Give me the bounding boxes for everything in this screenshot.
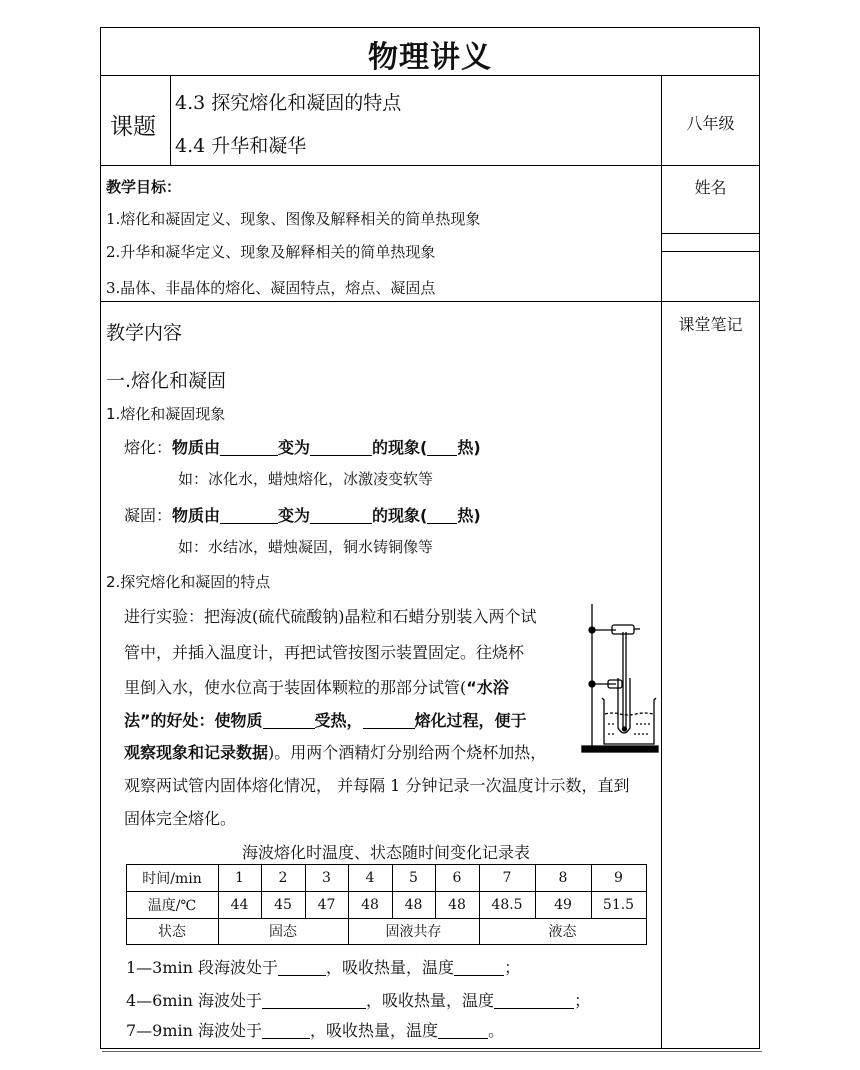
- table-caption: 海波熔化时温度、状态随时间变化记录表: [241, 843, 530, 862]
- question-text: 1—3min 段海波处于: [126, 958, 279, 977]
- experiment-text: 观察现象和记录数据: [124, 743, 269, 762]
- frame-left: [100, 27, 101, 1049]
- freeze-example: 如：水结冰，蜡烛凝固，铜水铸铜像等: [178, 538, 434, 556]
- apparatus-illustration: [578, 602, 660, 756]
- table-cell-time: 8: [558, 869, 568, 886]
- table-row-label-temp: 温度/℃: [147, 897, 197, 914]
- question-text: 4—6min 海波处于: [126, 991, 263, 1010]
- table-cell-time: 5: [409, 869, 418, 886]
- table-cell-state-mixed: 固液共存: [385, 924, 442, 940]
- experiment-line: [124, 708, 527, 731]
- freeze-blank-1[interactable]: [220, 507, 278, 524]
- table-border: [126, 944, 647, 945]
- content-heading: 教学内容: [106, 322, 183, 344]
- table-cell-temp: 44: [230, 896, 249, 913]
- notes-label: 课堂笔记: [678, 315, 743, 334]
- freeze-text-b: 变为: [278, 506, 311, 525]
- goal-item: 3.晶体、非晶体的熔化、凝固特点，熔点、凝固点: [106, 279, 436, 297]
- question-text: 7—9min 海波处于: [126, 1021, 263, 1040]
- melt-blank-1[interactable]: [220, 439, 278, 456]
- question-text: 。: [488, 1021, 505, 1040]
- subsection-heading: 2.探究熔化和凝固的特点: [106, 573, 271, 591]
- experiment-line: 进行实验：把海波(硫代硫酸钠)晶粒和石蜡分别装入两个试: [124, 607, 537, 626]
- goal-item: 1.熔化和凝固定义、现象、图像及解释相关的简单热现象: [106, 210, 481, 228]
- experiment-text: 法”的好处：使物质: [124, 711, 263, 730]
- data-table: [126, 864, 647, 945]
- question-text: ；: [574, 991, 591, 1010]
- table-cell-temp: 48: [448, 896, 466, 913]
- freeze-definition: [124, 503, 481, 526]
- table-cell-time: 3: [322, 869, 331, 886]
- experiment-line: [124, 675, 509, 698]
- frame-top: [100, 27, 760, 28]
- name-label: 姓名: [694, 178, 727, 197]
- answer-blank[interactable]: [438, 1022, 488, 1039]
- table-cell-temp: 48.5: [491, 896, 523, 913]
- freeze-text-c: 的现象(: [372, 506, 428, 525]
- freeze-text-a: 物质由: [172, 506, 221, 525]
- melt-text-c: 的现象(: [372, 438, 428, 457]
- answer-blank[interactable]: [262, 1022, 310, 1039]
- table-cell-temp: 49: [554, 896, 572, 913]
- experiment-text: 里倒入水，使水位高于装固体颗粒的那部分试管(: [124, 678, 467, 697]
- answer-blank[interactable]: [454, 959, 504, 976]
- freeze-blank-2[interactable]: [310, 507, 372, 524]
- subsection-heading: 1.熔化和凝固现象: [106, 405, 226, 423]
- topic-line-1: 4.3 探究熔化和凝固的特点: [175, 92, 402, 114]
- answer-blank[interactable]: [262, 992, 366, 1009]
- experiment-line: [124, 740, 546, 763]
- answer-blank[interactable]: [494, 992, 574, 1009]
- experiment-text: 受热，: [314, 711, 363, 730]
- experiment-line: 观察两试管内固体熔化情况， 并每隔 1 分钟记录一次温度计示数，直到: [124, 776, 630, 795]
- question-text: ，吸收热量，温度: [310, 1021, 439, 1040]
- experiment-line: 固体完全熔化。: [124, 809, 237, 828]
- table-border: [646, 864, 647, 945]
- uniform-blank[interactable]: [263, 712, 315, 729]
- table-cell-temp: 45: [274, 896, 292, 913]
- experiment-text: 熔化过程，便于: [414, 711, 527, 730]
- name-divider-2: [661, 251, 760, 252]
- topic-line-2: 4.4 升华和凝华: [175, 135, 307, 157]
- table-cell-temp: 48: [404, 896, 423, 913]
- table-cell-time: 6: [452, 869, 462, 886]
- melt-text-a: 物质由: [172, 438, 221, 457]
- question-line: [126, 1018, 504, 1041]
- melt-blank-3[interactable]: [427, 439, 457, 456]
- topic-label-divider: [170, 75, 171, 165]
- question-line: [126, 988, 590, 1011]
- freeze-text-d: 热): [457, 506, 481, 525]
- table-cell-time: 7: [502, 869, 512, 886]
- grade-label: 八年级: [686, 114, 735, 133]
- table-cell-state-liquid: 液态: [548, 924, 577, 940]
- table-row-label-time: 时间/min: [142, 870, 202, 887]
- experiment-line: 管中，并插入温度计，再把试管按图示装置固定。往烧杯: [124, 643, 525, 662]
- page-title: 物理讲义: [368, 40, 492, 75]
- melt-text-d: 热): [457, 438, 481, 457]
- melt-text-b: 变为: [278, 438, 311, 457]
- melt-example: 如：冰化水，蜡烛熔化，冰激凌变软等: [178, 470, 434, 488]
- freeze-label: 凝固：: [124, 506, 173, 525]
- table-cell-state-solid: 固态: [269, 924, 297, 940]
- freeze-blank-3[interactable]: [427, 507, 457, 524]
- question-text: ；: [504, 958, 521, 977]
- table-cell-temp: 47: [317, 896, 336, 913]
- slow-blank[interactable]: [363, 712, 415, 729]
- melt-blank-2[interactable]: [310, 439, 372, 456]
- topic-label: 课题: [110, 114, 156, 140]
- melt-definition: [124, 435, 481, 458]
- question-text: ，吸收热量，温度: [326, 958, 455, 977]
- right-column-divider: [661, 75, 662, 1049]
- frame-bottom-shadow: [102, 1051, 762, 1052]
- table-cell-temp: 48: [361, 896, 379, 913]
- melt-label: 熔化：: [124, 438, 173, 457]
- table-cell-time: 1: [235, 869, 244, 886]
- question-line: [126, 955, 520, 978]
- table-row-label-state: 状态: [158, 924, 186, 940]
- section-heading: 一.熔化和凝固: [106, 370, 227, 392]
- experiment-text: )。用两个酒精灯分别给两个烧杯加热，: [268, 743, 547, 762]
- goals-heading: 教学目标：: [106, 178, 182, 196]
- name-divider-1: [661, 233, 760, 234]
- question-text: ，吸收热量，温度: [366, 991, 495, 1010]
- table-cell-time: 2: [278, 869, 288, 886]
- table-cell-time: 4: [365, 869, 375, 886]
- table-cell-temp: 51.5: [602, 896, 635, 913]
- water-bath-label: “水浴: [466, 678, 509, 697]
- goal-item: 2.升华和凝华定义、现象及解释相关的简单热现象: [106, 243, 436, 261]
- table-cell-time: 9: [614, 869, 623, 886]
- answer-blank[interactable]: [278, 959, 326, 976]
